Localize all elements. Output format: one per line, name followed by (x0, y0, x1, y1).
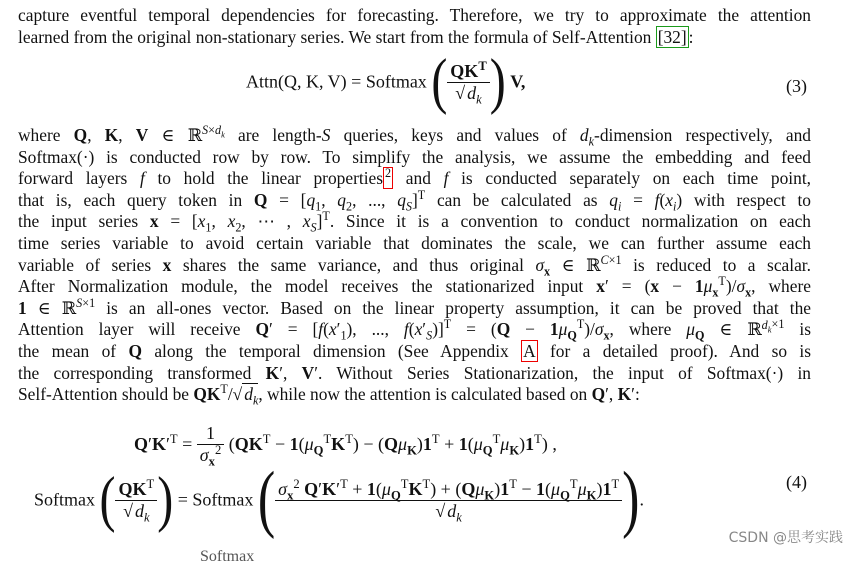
eq4-main-fraction: $\frac{\sigma_x^2 Q'K'^T + 1(\mu_Q^TK^T) + (Q\mu_K)1^T - 1(\mu_Q^T\mu_K)1^T}{√ d_k}$ (275, 479, 622, 522)
watermark: CSDN @思考实践 (728, 530, 843, 546)
text-line: forward layers f to hold the linear properties $^2$ and f is conducted separately on each time point, (18, 166, 812, 189)
paren-right: ) (489, 46, 506, 116)
truncated-line: Softmax (200, 548, 255, 565)
text-line: 1 ∈ ℝ$^{S\times 1}$ is an all-ones vector. Based on the linear property assumption, it can be proved that the (18, 295, 811, 318)
text-line: learned from the original non-stationary series. We start from the formula of Self-Attention [32] : (18, 26, 694, 47)
equation-number-3: (3) (786, 76, 807, 96)
eq3-rhs: V, (510, 71, 526, 92)
eq3-fraction: $\frac{QK^T}{√ d_k}$ (447, 61, 489, 104)
text-line: where Q, K, V ∈ ℝ$^{S\times d_k}$ are length-S queries, keys and values of $d_k$-dimension respectively, and (18, 123, 811, 149)
text-line: that is, each query token in $Q = [q_1$, $q_2$, ..., $q_S]^T$ can be calculated as $q_i = f(x_i)$ with respect to (18, 187, 811, 214)
text-line: Attention layer will receive $Q' = [f(x'_1)$, ..., $f(x'_S)]^T = (Q - 1\mu_Q^T)/\sigma_x$, where $\mu_Q$ ∈ ℝ$^{d_k\times 1}$ is (18, 317, 811, 343)
paragraph-main (18, 125, 811, 406)
equation-4-line1: $Q'K'^T$ = $\frac{1}{\sigma_x^2}$ $(QK^T - 1(\mu_Q^TK^T) - (Q\mu_K)1^T + 1(\mu_Q^T\mu_K)1^T)$ , (134, 423, 557, 469)
text-line: the input series $x = [x_1$, $x_2$, ⋯ , $x_S]^T$. Since it is a convention to conduct normalization on each (18, 209, 811, 235)
text-line: the corresponding transformed K′, V′. Without Series Stationarization, the input of Softmax(·) in (18, 362, 811, 383)
text-line: the mean of Q along the temporal dimension (See Appendix A for a detailed proof). And so is (18, 340, 811, 361)
paren-left: ( (431, 46, 448, 116)
text-line: time series variable to avoid certain variable that dominates the scale, we can further assume each (18, 232, 811, 253)
appendix-link[interactable]: A (523, 340, 536, 361)
citation-link[interactable]: [32] (657, 26, 687, 47)
eq4-scale-fraction: $\frac{1}{\sigma_x^2}$ (197, 423, 224, 466)
text-line: After Normalization module, the model receives the stationarized input $x' = (x - 1\mu_x^T)/\sigma_x$, where (18, 274, 811, 300)
footnote-link[interactable]: 2 (383, 167, 393, 189)
paragraph-intro (18, 5, 811, 48)
text-line: Self-Attention should be $QK^T/√$ $d_k$, while now the attention is calculated based on Q′, K′: (18, 382, 640, 408)
eq3-lhs: Attn(Q, K, V) = Softmax (246, 71, 427, 92)
equation-3 (246, 46, 526, 116)
equation-4-line2: Softmax ( $\frac{QK^T}{√ d_k}$ ) = Softmax ( $\frac{\sigma_x^2 Q'K'^T + 1(\mu_Q^TK^T) + (Q\mu_K)1^T - 1(\mu_Q^T\mu_K)1^T}{√ d_k}$ ). (34, 457, 644, 541)
equation-number-4: (4) (786, 472, 807, 492)
text-line: Softmax(·) is conducted row by row. To simplify the analysis, we assume the embedding and feed (18, 146, 811, 167)
text-line: variable of series x shares the same variance, and thus original $\sigma_x$ ∈ ℝ$^{C\times 1}$ is reduced to a scalar. (18, 252, 811, 279)
text-line: capture eventful temporal dependencies for forecasting. Therefore, we try to approximate the attention (18, 5, 811, 25)
